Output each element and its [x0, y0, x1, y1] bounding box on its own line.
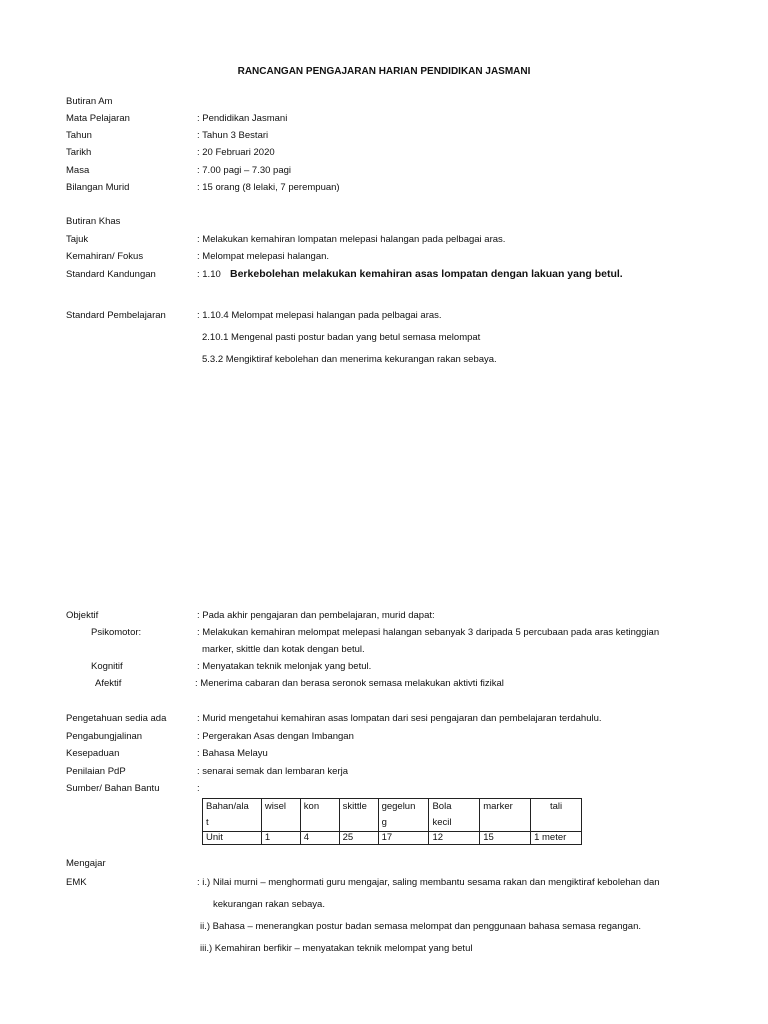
- mata-pelajaran-label: Mata Pelajaran: [66, 113, 130, 124]
- standard-pembelajaran-item: 2.10.1 Mengenal pasti postur badan yang betul semasa melompat: [202, 332, 481, 343]
- tahun-label: Tahun: [66, 130, 92, 141]
- bahan-table: [202, 798, 582, 845]
- table-header-cell: Bahan/ala t: [203, 799, 262, 832]
- standard-pembelajaran-item: 5.3.2 Mengiktiraf kebolehan dan menerima kekurangan rakan sebaya.: [202, 354, 497, 365]
- fokus-label: Kemahiran/ Fokus: [66, 251, 144, 262]
- penilaian-pdp-value: : senarai semak dan lembaran kerja: [197, 766, 349, 777]
- mengajar-heading: Mengajar: [66, 858, 106, 869]
- table-cell: 17: [378, 832, 429, 845]
- pengabungjalinan-value: : Pergerakan Asas dengan Imbangan: [197, 731, 354, 742]
- emk-item: : i.) Nilai murni – menghormati guru mengajar, saling membantu sesama rakan dan mengiktiraf kebolehan dan: [197, 877, 660, 888]
- emk-label: EMK: [66, 877, 87, 888]
- butiran-am-heading: Butiran Am: [66, 96, 113, 107]
- sumber-bahan-label: Sumber/ Bahan Bantu: [66, 783, 160, 794]
- butiran-khas-heading: Butiran Khas: [66, 216, 121, 227]
- standard-pembelajaran-item: : 1.10.4 Melompat melepasi halangan pada pelbagai aras.: [197, 310, 442, 321]
- table-header-cell: wisel: [261, 799, 300, 832]
- penilaian-pdp-label: Penilaian PdP: [66, 766, 126, 777]
- kesepaduan-label: Kesepaduan: [66, 748, 120, 759]
- psikomotor-value: : Melakukan kemahiran melompat melepasi halangan sebanyak 3 daripada 5 percubaan pada aras ketinggian: [197, 627, 660, 638]
- bilangan-murid-label: Bilangan Murid: [66, 182, 130, 193]
- table-cell: 25: [339, 832, 378, 845]
- standard-kandungan-label: Standard Kandungan: [66, 269, 156, 280]
- tajuk-value: : Melakukan kemahiran lompatan melepasi halangan pada pelbagai aras.: [197, 234, 506, 245]
- emk-item-cont: kekurangan rakan sebaya.: [213, 899, 325, 910]
- masa-value: : 7.00 pagi – 7.30 pagi: [197, 165, 292, 176]
- table-header-cell: Bola kecil: [429, 799, 480, 832]
- bilangan-murid-value: : 15 orang (8 lelaki, 7 perempuan): [197, 182, 340, 193]
- sumber-bahan-value: :: [197, 783, 200, 794]
- table-cell: 1: [261, 832, 300, 845]
- table-cell: 1 meter: [531, 832, 582, 845]
- afektif-label: Afektif: [95, 678, 122, 689]
- pengabungjalinan-label: Pengabungjalinan: [66, 731, 143, 742]
- table-cell: 15: [480, 832, 531, 845]
- psikomotor-value-cont: marker, skittle dan kotak dengan betul.: [202, 644, 365, 655]
- standard-pembelajaran-label: Standard Pembelajaran: [66, 310, 166, 321]
- table-header-cell: marker: [480, 799, 531, 832]
- table-row: [203, 832, 582, 845]
- table-cell: 4: [300, 832, 339, 845]
- table-header-cell: tali: [531, 799, 582, 832]
- emk-item: iii.) Kemahiran berfikir – menyatakan teknik melompat yang betul: [200, 943, 473, 954]
- pengetahuan-sedia-ada-value: : Murid mengetahui kemahiran asas lompatan dari sesi pengajaran dan pembelajaran terdahulu.: [197, 713, 602, 724]
- kognitif-label: Kognitif: [91, 661, 123, 672]
- standard-kandungan-value: Berkebolehan melakukan kemahiran asas lompatan dengan lakuan yang betul.: [230, 268, 623, 280]
- table-cell: Unit: [203, 832, 262, 845]
- table-cell: 12: [429, 832, 480, 845]
- objektif-label: Objektif: [66, 610, 99, 621]
- kognitif-value: : Menyatakan teknik melonjak yang betul.: [197, 661, 372, 672]
- table-header-cell: kon: [300, 799, 339, 832]
- mata-pelajaran-value: : Pendidikan Jasmani: [197, 113, 288, 124]
- afektif-value: : Menerima cabaran dan berasa seronok semasa melakukan aktivti fizikal: [195, 678, 504, 689]
- tajuk-label: Tajuk: [66, 234, 89, 245]
- emk-item: ii.) Bahasa – menerangkan postur badan semasa melompat dan penggunaan bahasa semasa regangan.: [200, 921, 641, 932]
- tarikh-value: : 20 Februari 2020: [197, 147, 275, 158]
- pengetahuan-sedia-ada-label: Pengetahuan sedia ada: [66, 713, 167, 724]
- objektif-value: : Pada akhir pengajaran dan pembelajaran, murid dapat:: [197, 610, 435, 621]
- kesepaduan-value: : Bahasa Melayu: [197, 748, 268, 759]
- table-header-row: [203, 799, 582, 832]
- psikomotor-label: Psikomotor:: [91, 627, 142, 638]
- tarikh-label: Tarikh: [66, 147, 92, 158]
- page-title: RANCANGAN PENGAJARAN HARIAN PENDIDIKAN JASMANI: [237, 66, 531, 77]
- standard-kandungan-prefix: : 1.10: [197, 269, 221, 280]
- masa-label: Masa: [66, 165, 90, 176]
- table-header-cell: skittle: [339, 799, 378, 832]
- fokus-value: : Melompat melepasi halangan.: [197, 251, 330, 262]
- table-header-cell: gegelun g: [378, 799, 429, 832]
- tahun-value: : Tahun 3 Bestari: [197, 130, 269, 141]
